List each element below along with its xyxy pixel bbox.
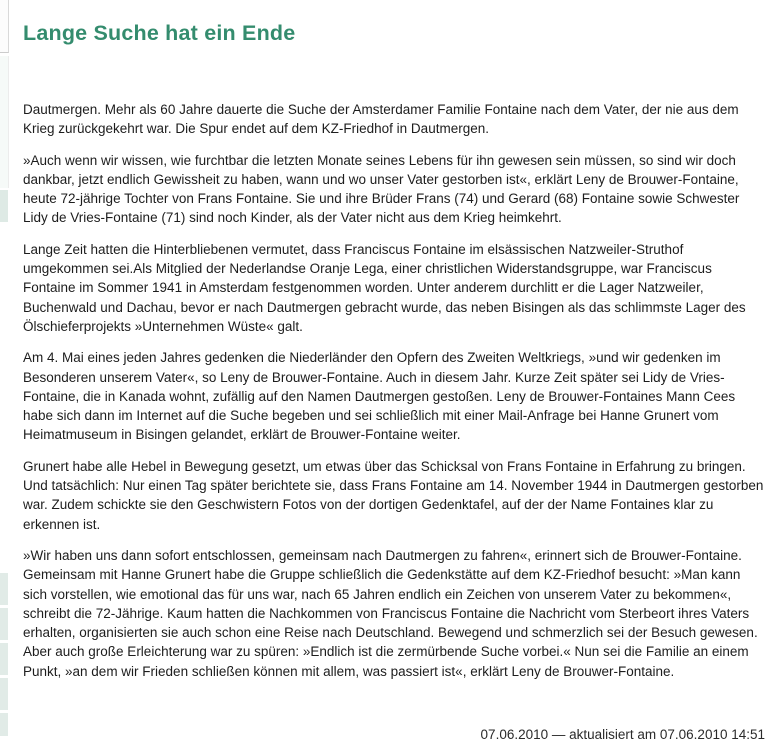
article-paragraph: Am 4. Mai eines jeden Jahres gedenken die Niederländer den Opfern des Zweiten Weltkriegs, »und wir gedenken im Besonderen unserem Vater«, so Leny de Brouwer-Fontaine. Auch in diesem Jahr. Kurze Zeit später sei Lidy de Vries-Fontaine, die in Kanada wohnt, zufällig auf den Namen Dautmergen gestoßen. Leny de Brouwer-Fontaines Mann Cees habe sich dann im Internet auf die Suche begeben und sei schließlich mit einer Mail-Anfrage bei Hanne Grunert vom Heimatmuseum in Bisingen gelandet, erklärt de Brouwer-Fontaine weiter. xyxy=(23,350,736,443)
left-nav-edge-segment xyxy=(0,56,9,188)
left-nav-edge-segment xyxy=(0,0,9,53)
left-nav-edge-segment xyxy=(0,190,8,222)
left-nav-edge xyxy=(0,0,9,736)
left-nav-edge-segment xyxy=(0,713,8,736)
article-dateline: 07.06.2010 — aktualisiert am 07.06.2010 14:51 xyxy=(480,727,765,742)
left-nav-edge-segment xyxy=(0,678,8,710)
article-paragraph-lead: Dautmergen. Mehr als 60 Jahre dauerte die Suche der Amsterdamer Familie Fontaine nach dem Vater, der nie aus dem Krieg zurückgekehrt war. Die Spur endet auf dem KZ-Friedhof in Dautmergen. xyxy=(23,102,739,137)
article-paragraph: Lange Zeit hatten die Hinterbliebenen vermutet, dass Franciscus Fontaine im elsässischen Natzweiler-Struthof umgekommen sei.Als Mitglied der Nederlandse Oranje Lega, einer christlichen Widerstandsgruppe, war Franciscus Fontaine im Sommer 1941 in Amsterdam festgenommen worden. Unter anderem durchlitt er die Lager Natzweiler, Buchenwald und Dachau, bevor er nach Dautmergen gebracht wurde, das neben Bisingen als das schlimmste Lager des Ölschieferprojekts »Unternehmen Wüste« galt. xyxy=(23,241,746,334)
left-nav-edge-segment xyxy=(0,573,8,605)
article-paragraph: »Wir haben uns dann sofort entschlossen, gemeinsam nach Dautmergen zu fahren«, erinnert sich de Brouwer-Fontaine. Gemeinsam mit Hanne Grunert habe die Gruppe schließlich die Gedenkstätte auf dem KZ-Friedhof besucht: »Man kann sich vorstellen, wie emotional das für uns war, nach 65 Jahren endlich ein Zeichen von unserem Vater zu bekommen«, schreibt die 72-Jährige. Kaum hatten die Nachkommen von Franciscus Fontaine die Nachricht vom Sterbeort ihres Vaters erhalten, organisierten sie auch schon eine Reise nach Deutschland. Bewegend und schmerzlich sei der Besuch gewesen. Aber auch große Erleichterung war zu spüren: »Endlich ist die zermürbende Suche vorbei.« Nun sei die Familie an einem Punkt, »an dem wir Frieden schließen können mit allem, was passiert ist«, erklärt Leny de Brouwer-Fontaine. xyxy=(23,547,758,679)
left-nav-edge-segment xyxy=(0,608,8,640)
left-nav-edge-segment xyxy=(0,643,8,675)
article-paragraph: Grunert habe alle Hebel in Bewegung gesetzt, um etwas über das Schicksal von Frans Fontaine in Erfahrung zu bringen. Und tatsächlich: Nur einen Tag später berichtete sie, dass Frans Fontaine am 14. November 1944 in Dautmergen gestorben war. Zudem schickte sie den Geschwistern Fotos von der dortigen Gedenktafel, auf der der Name Fontaines klar zu erkennen ist. xyxy=(23,458,764,532)
article-body xyxy=(23,100,767,693)
article-paragraph: »Auch wenn wir wissen, wie furchtbar die letzten Monate seines Lebens für ihn gewesen sein müssen, so sind wir doch dankbar, jetzt endlich Gewissheit zu haben, wann und wo unser Vater gestorben ist«, erklärt Leny de Brouwer-Fontaine, heute 72-jährige Tochter von Frans Fontaine. Sie und ihre Brüder Frans (74) und Gerard (68) Fontaine sowie Schwester Lidy de Vries-Fontaine (71) sind noch Kinder, als der Vater nicht aus dem Krieg heimkehrt. xyxy=(23,152,740,226)
page-title: Lange Suche hat ein Ende xyxy=(23,21,296,45)
